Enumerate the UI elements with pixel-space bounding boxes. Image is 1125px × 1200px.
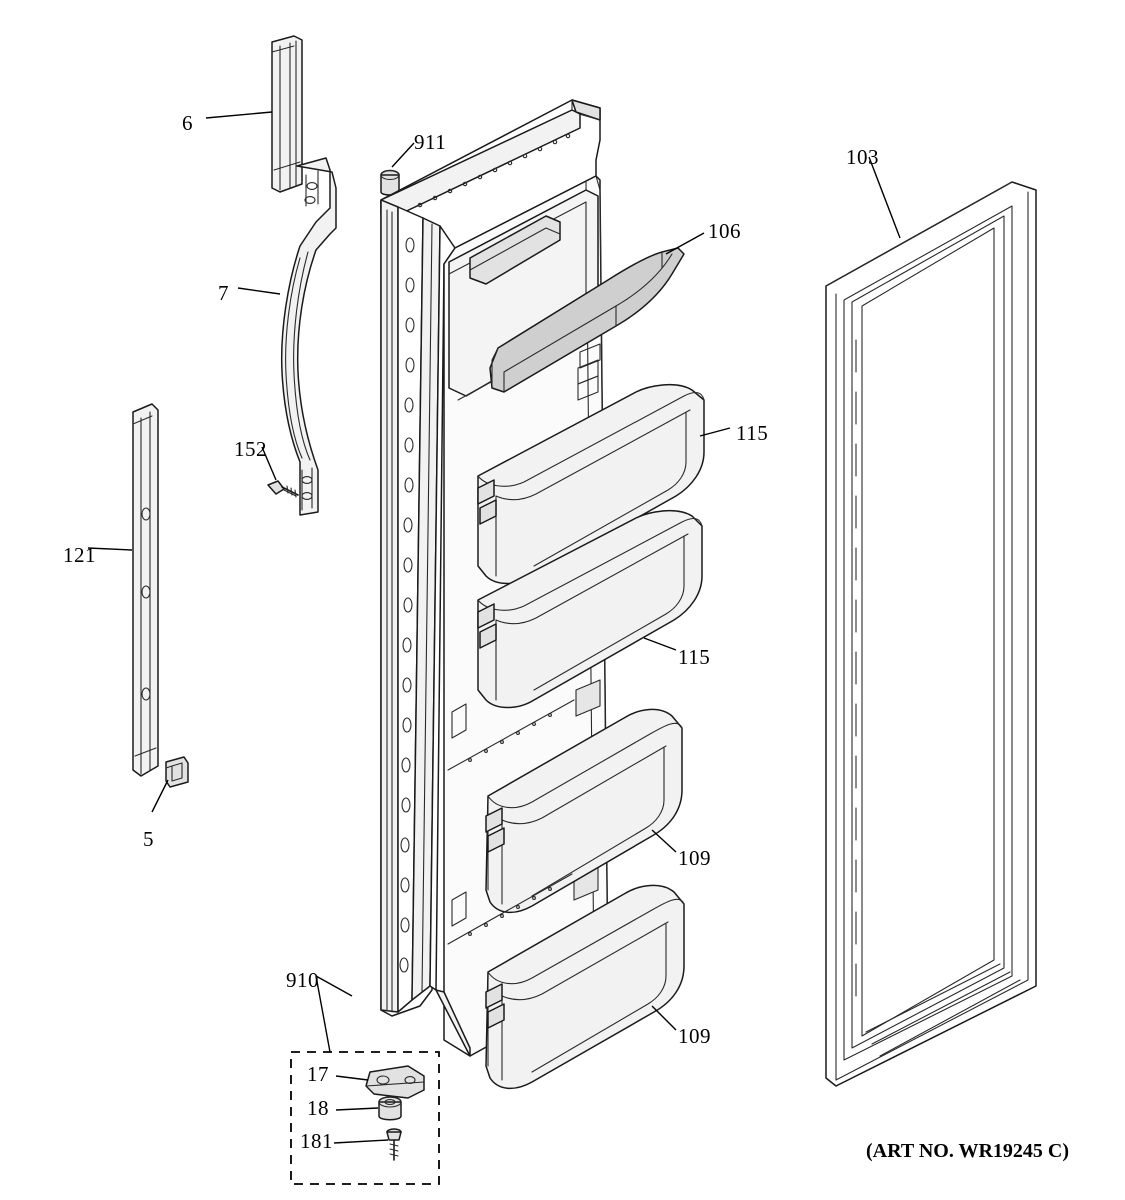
callout-label-18: 18 <box>307 1096 329 1120</box>
callout-label-7: 7 <box>218 281 229 305</box>
callout-label-910: 910 <box>286 968 319 992</box>
callout-label-121: 121 <box>63 543 96 567</box>
callout-label-106: 106 <box>708 219 741 243</box>
part-181-hinge-screw <box>387 1129 401 1160</box>
callout-label-152: 152 <box>234 437 267 461</box>
part-152-screw <box>268 481 298 497</box>
callout-label-115-upper: 115 <box>736 421 769 445</box>
callout-label-5: 5 <box>143 827 154 851</box>
callout-label-911: 911 <box>414 130 447 154</box>
part-5-trim-clip <box>166 757 188 787</box>
part-18-hinge-bushing <box>379 1097 401 1120</box>
fresh-food-door-assembly <box>381 100 704 1088</box>
callout-label-103: 103 <box>846 145 879 169</box>
callout-label-17: 17 <box>307 1062 329 1086</box>
art-number: (ART NO. WR19245 C) <box>866 1140 1070 1162</box>
part-103-door-gasket <box>826 182 1036 1086</box>
callout-label-109-lower: 109 <box>678 1024 711 1048</box>
callout-label-115-lower: 115 <box>678 645 711 669</box>
callout-label-6: 6 <box>182 111 193 135</box>
part-121-vertical-rail <box>133 404 158 776</box>
callout-label-109-upper: 109 <box>678 846 711 870</box>
part-17-hinge-plate <box>366 1066 424 1098</box>
part-7-door-handle <box>282 158 336 515</box>
callout-label-181: 181 <box>300 1129 333 1153</box>
part-6-trim-strip <box>272 36 302 192</box>
